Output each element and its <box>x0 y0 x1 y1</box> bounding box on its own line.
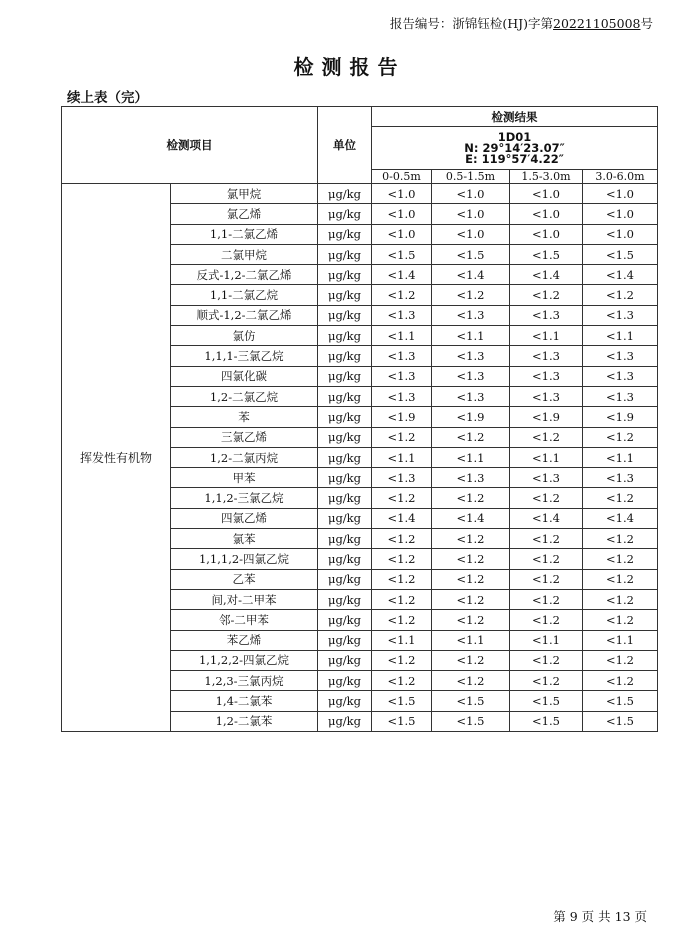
result-value: <1.3 <box>432 386 510 406</box>
item-unit: μg/kg <box>318 508 372 528</box>
result-value: <1.2 <box>510 610 583 630</box>
item-name: 氯乙烯 <box>171 204 318 224</box>
result-value: <1.4 <box>583 265 658 285</box>
item-unit: μg/kg <box>318 366 372 386</box>
result-value: <1.1 <box>510 447 583 467</box>
result-value: <1.3 <box>583 346 658 366</box>
result-value: <1.2 <box>583 650 658 670</box>
result-value: <1.3 <box>432 468 510 488</box>
item-name: 1,1-二氯乙烯 <box>171 224 318 244</box>
item-unit: μg/kg <box>318 427 372 447</box>
item-name: 1,2-二氯苯 <box>171 711 318 731</box>
col-results-header: 检测结果 <box>372 107 658 127</box>
item-name: 四氯化碳 <box>171 366 318 386</box>
result-value: <1.2 <box>583 569 658 589</box>
report-number <box>390 14 653 32</box>
item-name: 1,2-二氯丙烷 <box>171 447 318 467</box>
result-value: <1.2 <box>432 569 510 589</box>
item-unit: μg/kg <box>318 386 372 406</box>
result-value: <1.4 <box>372 265 432 285</box>
item-unit: μg/kg <box>318 650 372 670</box>
result-value: <1.1 <box>432 630 510 650</box>
item-unit: μg/kg <box>318 305 372 325</box>
result-value: <1.1 <box>583 630 658 650</box>
result-value: <1.5 <box>372 691 432 711</box>
item-name: 甲苯 <box>171 468 318 488</box>
col-unit-header: 单位 <box>318 107 372 184</box>
result-value: <1.2 <box>583 427 658 447</box>
item-unit: μg/kg <box>318 447 372 467</box>
item-unit: μg/kg <box>318 407 372 427</box>
result-value: <1.3 <box>432 305 510 325</box>
result-value: <1.3 <box>583 386 658 406</box>
result-value: <1.2 <box>372 569 432 589</box>
result-value: <1.4 <box>432 265 510 285</box>
result-value: <1.5 <box>432 244 510 264</box>
col-item-header: 检测项目 <box>62 107 318 184</box>
result-value: <1.0 <box>510 204 583 224</box>
item-name: 邻-二甲苯 <box>171 610 318 630</box>
result-value: <1.1 <box>372 326 432 346</box>
result-value: <1.2 <box>372 650 432 670</box>
document-title: 检测报告 <box>293 55 406 79</box>
item-unit: μg/kg <box>318 671 372 691</box>
result-value: <1.0 <box>372 204 432 224</box>
result-value: <1.3 <box>583 468 658 488</box>
item-unit: μg/kg <box>318 224 372 244</box>
result-value: <1.2 <box>372 549 432 569</box>
result-value: <1.1 <box>432 447 510 467</box>
result-value: <1.2 <box>510 488 583 508</box>
result-value: <1.2 <box>432 549 510 569</box>
result-value: <1.4 <box>510 508 583 528</box>
result-value: <1.2 <box>583 610 658 630</box>
result-value: <1.3 <box>510 346 583 366</box>
item-unit: μg/kg <box>318 488 372 508</box>
item-name: 反式-1,2-二氯乙烯 <box>171 265 318 285</box>
result-value: <1.5 <box>510 691 583 711</box>
result-value: <1.2 <box>372 589 432 609</box>
result-value: <1.1 <box>583 326 658 346</box>
result-value: <1.2 <box>432 671 510 691</box>
item-name: 氯苯 <box>171 529 318 549</box>
result-value: <1.3 <box>432 366 510 386</box>
result-value: <1.0 <box>583 224 658 244</box>
result-value: <1.2 <box>372 285 432 305</box>
report-number-suffix: 号 <box>640 16 653 31</box>
item-name: 乙苯 <box>171 569 318 589</box>
result-value: <1.3 <box>510 468 583 488</box>
result-value: <1.2 <box>432 650 510 670</box>
result-value: <1.2 <box>583 529 658 549</box>
result-value: <1.5 <box>510 244 583 264</box>
result-value: <1.2 <box>583 589 658 609</box>
result-value: <1.2 <box>510 285 583 305</box>
item-name: 1,1-二氯乙烷 <box>171 285 318 305</box>
result-value: <1.9 <box>432 407 510 427</box>
result-value: <1.2 <box>432 285 510 305</box>
item-name: 1,1,1-三氯乙烷 <box>171 346 318 366</box>
result-value: <1.3 <box>372 346 432 366</box>
result-value: <1.2 <box>510 650 583 670</box>
sampling-point-longitude: E: 119°57′4.22″ <box>465 151 564 166</box>
item-unit: μg/kg <box>318 346 372 366</box>
item-unit: μg/kg <box>318 569 372 589</box>
result-value: <1.2 <box>510 549 583 569</box>
result-value: <1.2 <box>372 427 432 447</box>
result-value: <1.0 <box>583 184 658 204</box>
result-value: <1.3 <box>372 386 432 406</box>
result-value: <1.9 <box>510 407 583 427</box>
result-value: <1.2 <box>432 488 510 508</box>
result-value: <1.5 <box>372 711 432 731</box>
result-value: <1.5 <box>583 244 658 264</box>
result-value: <1.3 <box>372 305 432 325</box>
item-unit: μg/kg <box>318 549 372 569</box>
item-name: 苯乙烯 <box>171 630 318 650</box>
report-number-label: 报告编号：浙锦钰检(HJ)字第 <box>389 16 553 31</box>
result-value: <1.4 <box>372 508 432 528</box>
item-name: 氯仿 <box>171 326 318 346</box>
result-value: <1.5 <box>583 711 658 731</box>
result-value: <1.5 <box>510 711 583 731</box>
result-value: <1.2 <box>510 529 583 549</box>
item-name: 氯甲烷 <box>171 184 318 204</box>
result-value: <1.2 <box>510 671 583 691</box>
result-value: <1.1 <box>583 447 658 467</box>
result-value: <1.2 <box>372 610 432 630</box>
result-value: <1.1 <box>432 326 510 346</box>
result-value: <1.3 <box>510 366 583 386</box>
result-value: <1.1 <box>510 630 583 650</box>
result-value: <1.3 <box>432 346 510 366</box>
result-value: <1.2 <box>372 488 432 508</box>
report-number-value: 20221105008 <box>553 16 641 31</box>
result-value: <1.2 <box>510 589 583 609</box>
item-name: 1,4-二氯苯 <box>171 691 318 711</box>
item-unit: μg/kg <box>318 630 372 650</box>
result-value: <1.2 <box>583 549 658 569</box>
category-cell: 挥发性有机物 <box>62 184 171 732</box>
result-value: <1.5 <box>583 691 658 711</box>
page-number: 第 9 页 共 13 页 <box>553 909 647 924</box>
result-value: <1.1 <box>372 447 432 467</box>
item-name: 顺式-1,2-二氯乙烯 <box>171 305 318 325</box>
item-unit: μg/kg <box>318 285 372 305</box>
result-value: <1.5 <box>372 244 432 264</box>
item-unit: μg/kg <box>318 184 372 204</box>
result-value: <1.1 <box>510 326 583 346</box>
table-continued-label: 续上表（完） <box>67 90 148 106</box>
result-value: <1.4 <box>432 508 510 528</box>
result-value: <1.2 <box>432 610 510 630</box>
item-unit: μg/kg <box>318 610 372 630</box>
result-value: <1.0 <box>432 184 510 204</box>
item-name: 苯 <box>171 407 318 427</box>
result-value: <1.9 <box>372 407 432 427</box>
result-value: <1.3 <box>510 305 583 325</box>
result-value: <1.0 <box>583 204 658 224</box>
item-name: 1,1,1,2-四氯乙烷 <box>171 549 318 569</box>
result-value: <1.2 <box>372 671 432 691</box>
result-value: <1.2 <box>432 589 510 609</box>
result-value: <1.0 <box>510 184 583 204</box>
item-unit: μg/kg <box>318 265 372 285</box>
result-value: <1.3 <box>510 386 583 406</box>
result-value: <1.2 <box>583 671 658 691</box>
header-row-1 <box>62 107 658 127</box>
result-value: <1.4 <box>510 265 583 285</box>
depth-header: 3.0-6.0m <box>583 170 658 184</box>
item-name: 1,1,2-三氯乙烷 <box>171 488 318 508</box>
results-table <box>61 106 658 732</box>
depth-header: 0.5-1.5m <box>432 170 510 184</box>
item-unit: μg/kg <box>318 204 372 224</box>
result-value: <1.1 <box>372 630 432 650</box>
result-value: <1.2 <box>510 569 583 589</box>
item-name: 1,2,3-三氯丙烷 <box>171 671 318 691</box>
item-unit: μg/kg <box>318 468 372 488</box>
result-value: <1.0 <box>432 204 510 224</box>
result-value: <1.4 <box>583 508 658 528</box>
result-value: <1.2 <box>583 488 658 508</box>
result-value: <1.5 <box>432 711 510 731</box>
item-unit: μg/kg <box>318 529 372 549</box>
item-unit: μg/kg <box>318 711 372 731</box>
item-unit: μg/kg <box>318 589 372 609</box>
result-value: <1.0 <box>510 224 583 244</box>
item-name: 三氯乙烯 <box>171 427 318 447</box>
result-value: <1.2 <box>510 427 583 447</box>
result-value: <1.0 <box>372 224 432 244</box>
item-name: 1,1,2,2-四氯乙烷 <box>171 650 318 670</box>
item-name: 二氯甲烷 <box>171 244 318 264</box>
result-value: <1.2 <box>432 427 510 447</box>
result-value: <1.0 <box>372 184 432 204</box>
result-value: <1.3 <box>583 305 658 325</box>
item-name: 间,对-二甲苯 <box>171 589 318 609</box>
table-row <box>62 184 658 204</box>
sampling-point-id: 1D01 <box>497 129 532 144</box>
result-value: <1.3 <box>372 468 432 488</box>
result-value: <1.3 <box>372 366 432 386</box>
item-name: 1,2-二氯乙烷 <box>171 386 318 406</box>
result-value: <1.2 <box>583 285 658 305</box>
item-unit: μg/kg <box>318 244 372 264</box>
item-name: 四氯乙烯 <box>171 508 318 528</box>
result-value: <1.9 <box>583 407 658 427</box>
depth-header: 0-0.5m <box>372 170 432 184</box>
item-unit: μg/kg <box>318 691 372 711</box>
item-unit: μg/kg <box>318 326 372 346</box>
sampling-point-cell <box>372 127 658 170</box>
depth-header: 1.5-3.0m <box>510 170 583 184</box>
result-value: <1.2 <box>432 529 510 549</box>
sampling-point-latitude: N: 29°14′23.07″ <box>464 140 565 155</box>
result-value: <1.5 <box>432 691 510 711</box>
result-value: <1.0 <box>432 224 510 244</box>
result-value: <1.2 <box>372 529 432 549</box>
result-value: <1.3 <box>583 366 658 386</box>
